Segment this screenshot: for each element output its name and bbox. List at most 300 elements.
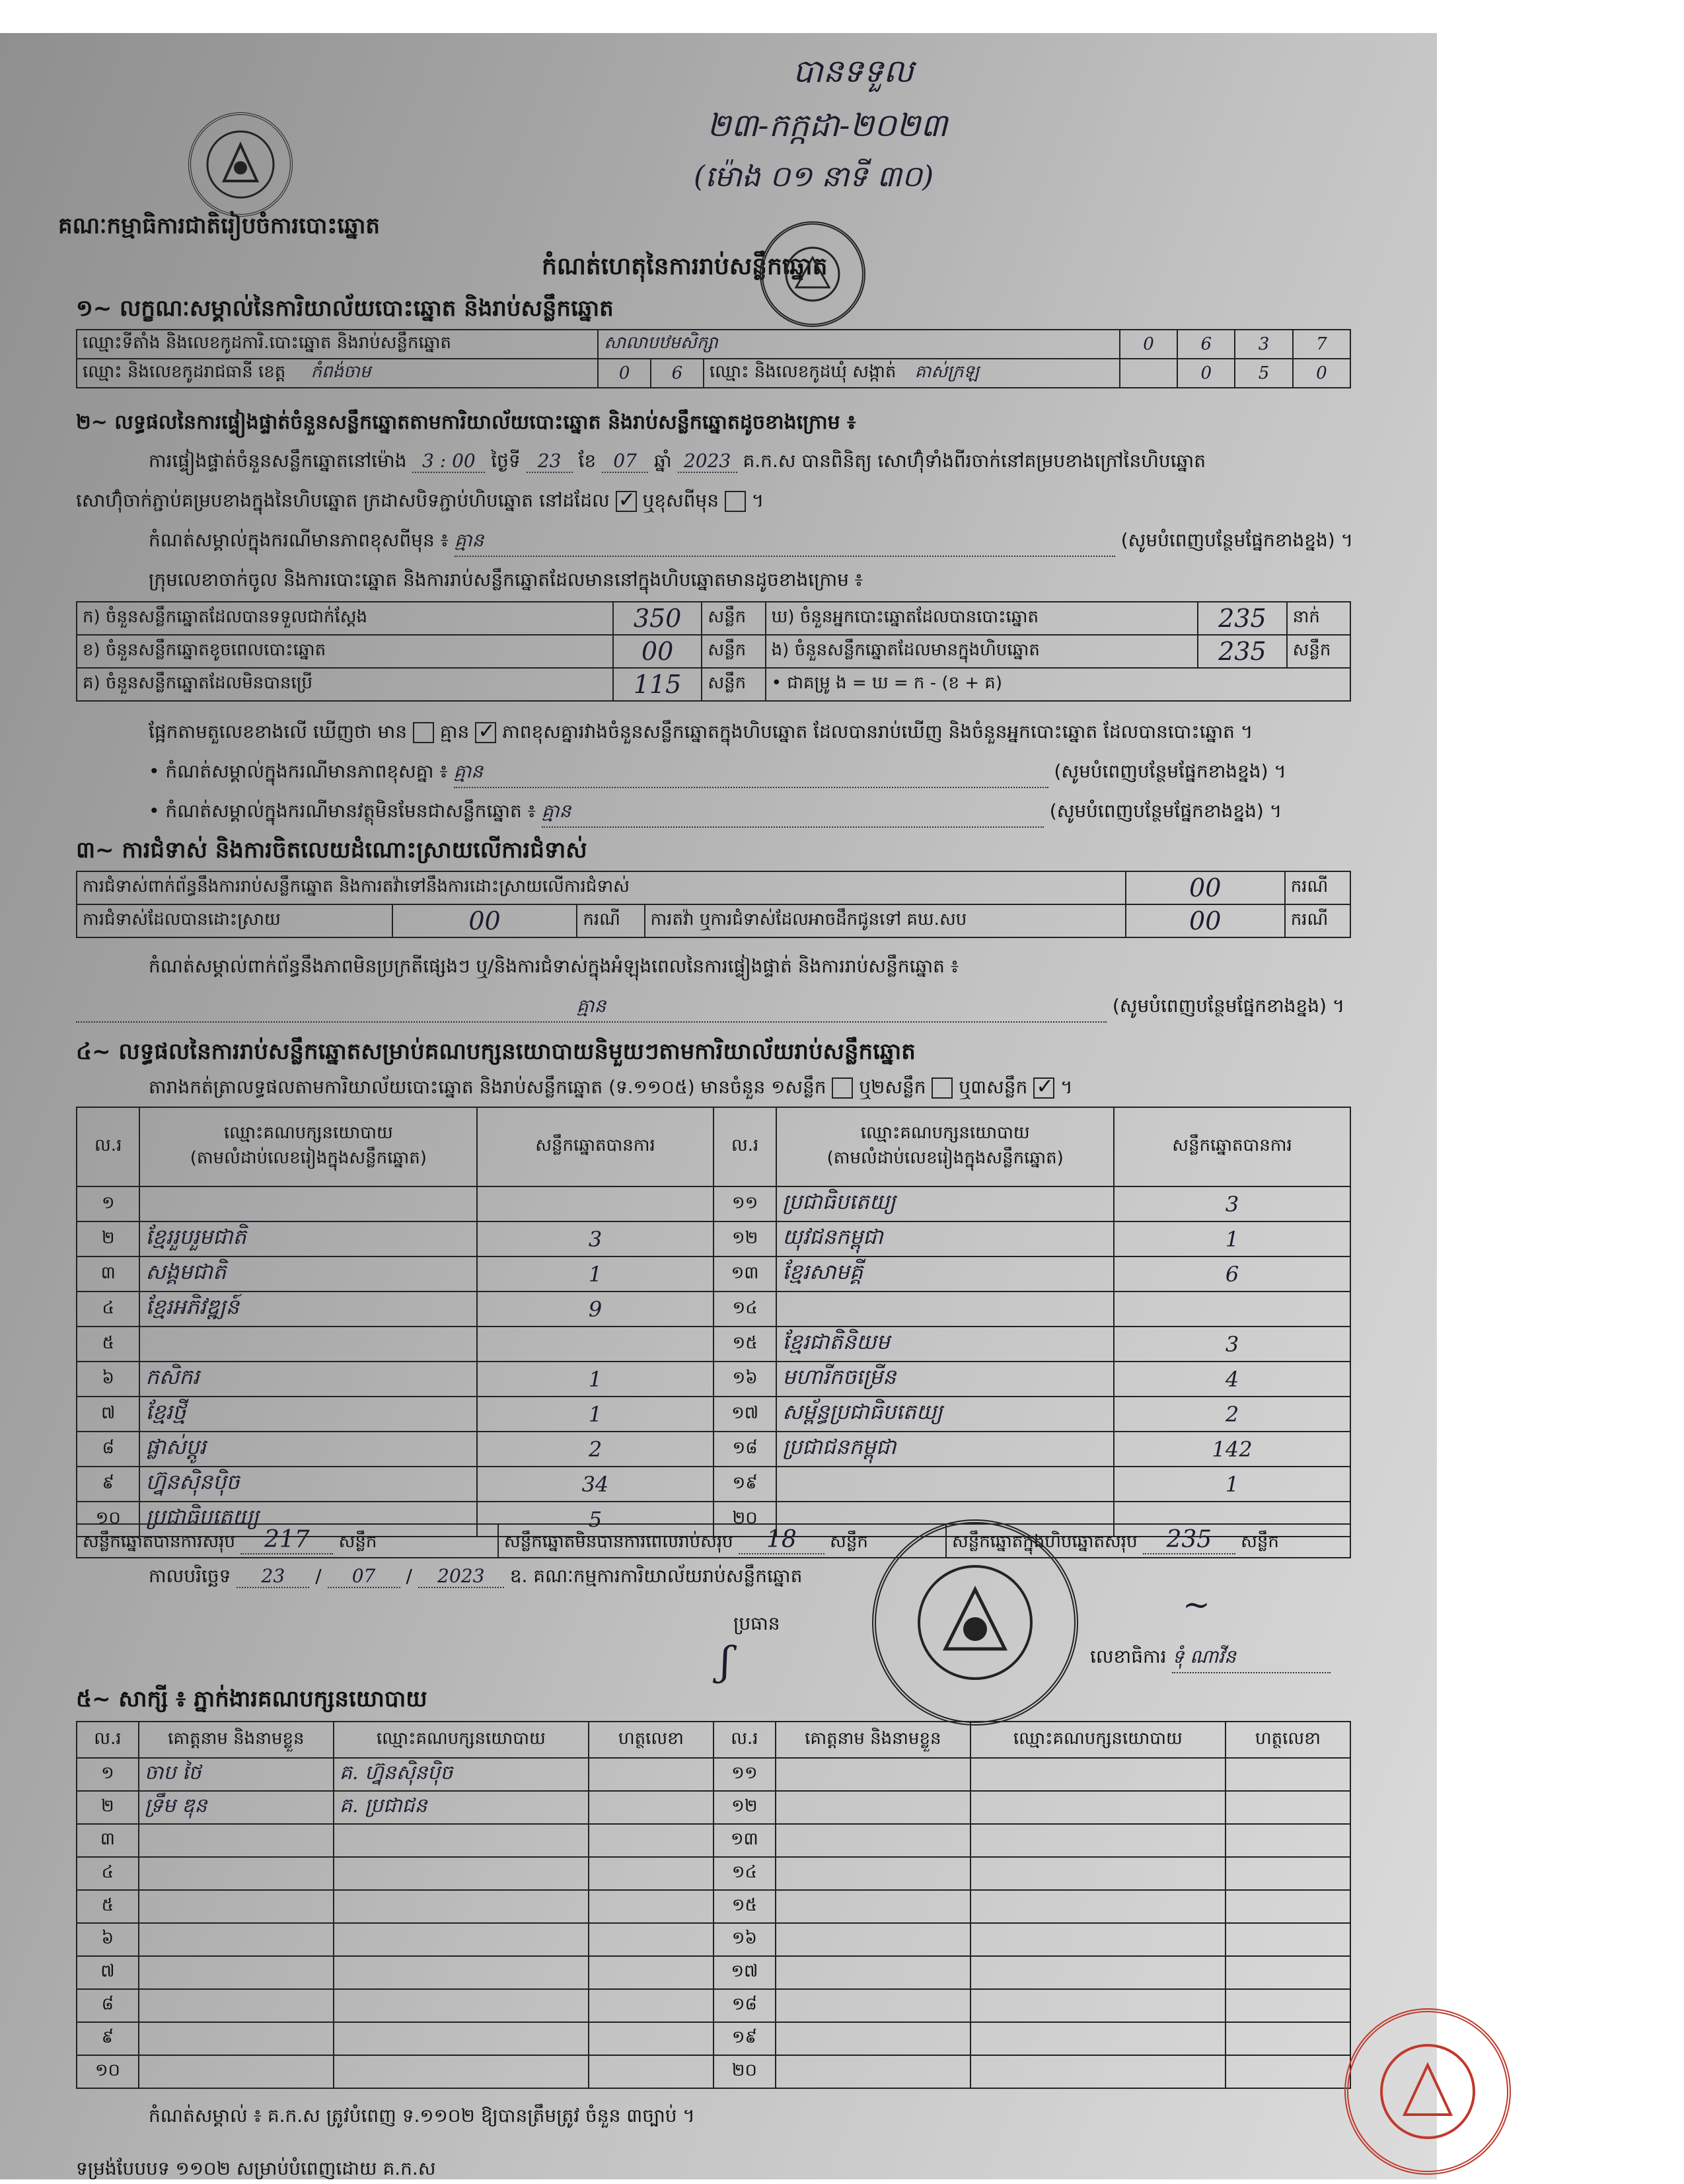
witness-col-name-right: គោត្តនាម និងនាមខ្លួន [776,1722,970,1758]
witness-row-name [776,1824,970,1857]
witness-row-no: ១៧ [714,1956,776,1989]
votes-col-party-left [139,1107,477,1186]
president-label: ប្រធាន [733,1613,780,1634]
received-note-3: (ម៉ោង ០១ នាទី ៣០) [694,160,934,194]
votes-row-no: ១៦ [714,1362,776,1397]
section4-intro: តារាងកត់ត្រាលទ្ធផលតាមការិយាល័យបោះឆ្នោត និងរាប់សន្លឹកឆ្នោត (ទ.១១០៥) មានចំនួន ១សន្លឹក [149,1076,826,1098]
objection-row2-value: 00 [392,904,577,937]
votes-row-count: 3 [1114,1327,1350,1362]
votes-row-no: ១៤ [714,1292,776,1327]
date-label: កាលបរិច្ឆេទ [149,1565,231,1587]
table-row [77,1292,1350,1327]
votes-row-no: ៧ [77,1397,139,1432]
votes-row-no: ១៧ [714,1397,776,1432]
three-sheets-label: ឬ៣សន្លឹក [959,1076,1028,1098]
witness-row-no: ១៨ [714,1989,776,2022]
committee-label: ឧ. គណៈកម្មការការិយាល័យរាប់សន្លឹកឆ្នោត [509,1565,803,1587]
witness-row-sign [1226,1857,1350,1890]
witness-row-no: ១២ [714,1791,776,1824]
witness-row-no: ៥ [77,1890,139,1923]
total-invalid-unit: សន្លឹក [830,1532,868,1552]
witness-row-name [139,1857,334,1890]
table-row [77,2022,1350,2055]
note-diff-suffix: (សូមបំពេញបន្ថែមផ្នែកខាងខ្នង) ។ [1120,529,1354,551]
witness-row-name: ចាប ថៃ [139,1758,334,1791]
witness-row-sign [1226,1989,1350,2022]
row-c-label: គ) ចំនួនសន្លឹកឆ្នោតដែលមិនបានប្រើ [77,668,613,701]
row-b-value: 00 [613,635,702,668]
commune-label: ឈ្មោះ និងលេខកូដឃុំ សង្កាត់ [709,362,897,382]
witness-row-party: គ. ប្រជាជន [334,1791,589,1824]
votes-row-party: ខ្មែរជាតិនិយម [776,1327,1114,1362]
votes-row-no: ៣ [77,1256,139,1292]
votes-row-party [139,1327,477,1362]
station-code-1: 0 [1120,330,1177,359]
witness-row-no: ១៩ [714,2022,776,2055]
votes-row-party: ប្រជាធិបតេយ្យ [776,1186,1114,1221]
witness-row-no: ១៤ [714,1857,776,1890]
witness-row-sign [589,2055,714,2088]
votes-row-count: 6 [1114,1256,1350,1292]
table-row [77,1256,1350,1292]
row-d-unit: នាក់ [1287,602,1350,635]
total-valid-label: សន្លឹកឆ្នោតបានការសរុប [83,1532,236,1552]
witness-row-party [334,1989,589,2022]
table-row [77,1327,1350,1362]
document-title: កំណត់ហេតុនៃការរាប់សន្លឹកឆ្នោត [542,253,828,280]
witness-row-name [139,1890,334,1923]
witness-row-no: ១០ [77,2055,139,2088]
table-row [77,1758,1350,1791]
row-d-label: ឃ) ចំនួនអ្នកបោះឆ្នោតដែលបានបោះឆ្នោត [766,602,1198,635]
table-row [77,1467,1350,1502]
table-row [77,1890,1350,1923]
witness-col-name-left: គោត្តនាម និងនាមខ្លួន [139,1722,334,1758]
scanned-form [0,33,1437,2179]
verify-text-3: សោហ៊ុំចាក់ភ្ជាប់គម្របខាងក្នុងនៃហិបឆ្នោត ក្រដាសបិទភ្ជាប់ហិបឆ្នោត នៅដដែល [76,490,610,511]
president-signature: ʃ [720,1638,731,1685]
votes-row-no: ២០ [714,1502,776,1537]
votes-row-count: 1 [477,1362,714,1397]
votes-row-party: មហារីកចម្រើន [776,1362,1114,1397]
witness-row-party [970,1956,1226,1989]
date-month: 07 [328,1565,400,1588]
witness-row-sign [589,1890,714,1923]
votes-row-no: ៥ [77,1327,139,1362]
witness-row-party [334,1890,589,1923]
witness-row-sign [589,2022,714,2055]
witness-row-no: ៦ [77,1923,139,1956]
table-row [77,2055,1350,2088]
witness-row-party [334,1824,589,1857]
witness-row-party [970,1923,1226,1956]
received-note-2: ២៣-កក្កដា-២០២៣ [707,107,948,144]
witness-row-no: ១១ [714,1758,776,1791]
bullet1-suffix: (សូមបំពេញបន្ថែមផ្នែកខាងខ្នង) ។ [1054,760,1286,782]
stamp-icon [780,241,846,307]
bullet1-line [149,760,1286,788]
province-code-1: 0 [598,359,651,388]
has-diff-checkbox[interactable] [413,722,434,743]
total-valid-unit: សន្លឹក [338,1532,377,1552]
witness-row-sign [1226,1791,1350,1824]
votes-col-party-left-title: ឈ្មោះគណបក្សនយោបាយ [223,1123,393,1143]
votes-row-count: 2 [1114,1397,1350,1432]
votes-row-party: យុវជនកម្ពុជា [776,1221,1114,1256]
witness-row-sign [1226,2055,1350,2088]
witness-row-sign [1226,1923,1350,1956]
total-box-unit: សន្លឹក [1241,1532,1279,1552]
witness-row-name [776,1923,970,1956]
witness-row-name [776,1791,970,1824]
objection-row2b-value: 00 [1126,904,1285,937]
witness-row-name [776,1857,970,1890]
bullet2-value: គ្មាន [542,799,1044,828]
witness-row-sign [589,1758,714,1791]
witness-row-no: ២ [77,1791,139,1824]
commune-code-2: 5 [1235,359,1292,388]
verify-time: 3 : 00 [412,450,485,473]
verify-year: 2023 [678,450,737,473]
votes-col-no-left: ល.រ [77,1107,139,1186]
date-year: 2023 [418,1565,504,1588]
objection-row2-label: ការជំទាស់ដែលបានដោះស្រាយ [77,904,392,937]
row-c-value: 115 [613,668,702,701]
day-label: ថ្ងៃទី [491,450,521,472]
votes-row-no: ៨ [77,1432,139,1467]
row-c-unit: សន្លឹក [702,668,765,701]
witness-row-sign [1226,1824,1350,1857]
witness-col-no-right: ល.រ [714,1722,776,1758]
votes-row-count: 34 [477,1467,714,1502]
witness-row-party [334,1956,589,1989]
section1-title: ១~ លក្ខណៈសម្គាល់នៃការិយាល័យបោះឆ្នោត និងរាប់សន្លឹកឆ្នោត [76,295,614,322]
row-b-unit: សន្លឹក [702,635,765,668]
objection-row1-label: ការជំទាស់ពាក់ព័ន្ធនឹងការរាប់សន្លឹកឆ្នោត និងការតវ៉ាទៅនឹងការដោះស្រាយលើការជំទាស់ [77,871,1126,904]
commune-cell [704,359,1120,388]
votes-row-count: 1 [477,1256,714,1292]
compare-line [149,720,1397,747]
votes-row-no: ១៣ [714,1256,776,1292]
witness-row-no: ៩ [77,2022,139,2055]
verify-line-1 [149,449,1206,476]
total-invalid-value: 18 [739,1526,824,1554]
row-e-label: ង) ចំនួនសន្លឹកឆ្នោតដែលមានក្នុងហិបឆ្នោត [766,635,1198,668]
votes-row-count: 142 [1114,1432,1350,1467]
table-row [77,1923,1350,1956]
province-label-text: ឈ្មោះ និងលេខកូដរាជធានី ខេត្ត [83,362,286,382]
two-sheets-checkbox[interactable] [932,1077,953,1099]
witness-row-sign [589,1989,714,2022]
witness-row-no: ៧ [77,1956,139,1989]
witness-row-party [970,2055,1226,2088]
compare-text: ផ្អែកតាមតួលេខខាងលើ ឃើញថា មាន [149,721,408,743]
red-seal-icon [1375,2039,1481,2144]
party-votes-table [76,1107,1351,1537]
witness-row-no: ១៦ [714,1923,776,1956]
two-sheets-label: ឬ២សន្លឹក [859,1076,926,1098]
station-code-2: 6 [1177,330,1235,359]
no-diff-checkbox[interactable] [475,722,496,743]
red-seal-stamp [1344,2008,1511,2175]
table-row [77,1186,1350,1221]
province-label [77,359,598,388]
total-valid-value: 217 [240,1526,333,1554]
votes-row-no: ១៥ [714,1327,776,1362]
votes-row-count: 3 [1114,1186,1350,1221]
votes-row-count [1114,1292,1350,1327]
verify-line-2: សោហ៊ុំចាក់ភ្ជាប់គម្របខាងក្នុងនៃហិបឆ្នោត ក្រដាសបិទភ្ជាប់ហិបឆ្នោត នៅដដែល ✓ ឬខុសពីមុន ។ [76,489,764,516]
date-day: 23 [237,1565,309,1588]
form-code: ទម្រង់បែបបទ ១១០២ សម្រាប់បំពេញដោយ គ.ក.ស [76,2158,436,2179]
votes-row-party: ខ្មែររួបរួមជាតិ [139,1221,477,1256]
votes-col-votes-left: សន្លឹកឆ្នោតបានការ [477,1107,714,1186]
votes-row-party: ខ្មែរថ្មី [139,1397,477,1432]
total-invalid-label: សន្លឹកឆ្នោតមិនបានការពេលរាប់សរុប [504,1532,733,1552]
objection-row2b-label: ការតវ៉ា ឬការជំទាស់ដែលអាចដឹកជូនទៅ គឃ.សប [645,904,1126,937]
witness-col-party-left: ឈ្មោះគណបក្សនយោបាយ [334,1722,589,1758]
one-sheet-checkbox[interactable] [832,1077,853,1099]
same-checkbox[interactable] [616,491,637,512]
witness-row-name [139,1956,334,1989]
commune-code-3: 0 [1293,359,1350,388]
witness-row-name [776,2022,970,2055]
witness-row-party [970,1890,1226,1923]
votes-col-no-right: ល.រ [714,1107,776,1186]
votes-row-party: ហ្វ៊ុនស៊ិនប៉ិច [139,1467,477,1502]
votes-col-party-left-sub: (តាមលំដាប់លេខរៀងក្នុងសន្លឹកឆ្នោត) [190,1148,427,1168]
witness-row-name [139,1824,334,1857]
objection-table [76,871,1351,938]
witness-col-party-right: ឈ្មោះគណបក្សនយោបាយ [970,1722,1226,1758]
totals-table [76,1523,1351,1558]
secretary-label: លេខាធិការ [1090,1646,1167,1667]
votes-col-party-right [776,1107,1114,1186]
votes-row-count: 1 [1114,1467,1350,1502]
section3-title: ៣~ ការជំទាស់ និងការចិតលេយដំណោះស្រាយលើការជំទាស់ [76,837,587,863]
witness-row-party: គ. ហ្វ៊ុនស៊ិនប៉ិច [334,1758,589,1791]
stamp-seal-top [760,221,865,327]
witness-row-party [970,1758,1226,1791]
table-row [77,1362,1350,1397]
votes-row-no: ១១ [714,1186,776,1221]
ballot-count-table [76,601,1351,702]
section4-title: ៤~ លទ្ធផលនៃការរាប់សន្លឹកឆ្នោតសម្រាប់គណបក្សនយោបាយនិមួយៗតាមការិយាល័យរាប់សន្លឹកឆ្នោត [76,1038,916,1065]
witness-row-name [139,1989,334,2022]
witness-col-sign-right: ហត្ថលេខា [1226,1722,1350,1758]
witness-row-no: ៣ [77,1824,139,1857]
formula-text: • ជាគម្រូ ង = ឃ = ក - (ខ + គ) [766,668,1350,701]
votes-row-count [477,1186,714,1221]
footnote: កំណត់សម្គាល់ ៖ គ.ក.ស ត្រូវបំពេញ ទ.១១០២ ឱ្យបានត្រឹមត្រូវ ចំនួន ៣ច្បាប់ ។ [149,2105,695,2127]
table-row [77,1857,1350,1890]
votes-row-count: 4 [1114,1362,1350,1397]
row-e-value: 235 [1198,635,1286,668]
witness-row-sign [589,1791,714,1824]
votes-row-party [776,1292,1114,1327]
votes-row-party [776,1467,1114,1502]
stamp-emblem-icon [909,1556,1041,1689]
table-row [77,1824,1350,1857]
none-label: គ្មាន [439,721,470,743]
objection-note-line [76,994,1344,1023]
table-row [77,1791,1350,1824]
received-note-1: បានទទួល [793,53,914,90]
votes-row-no: ១៨ [714,1432,776,1467]
objection-note-value: គ្មាន [76,994,1107,1023]
station-label: ឈ្មោះទីតាំង និងលេខកូដការិ.បោះឆ្នោត និងរាប់សន្លឹកឆ្នោត [77,330,598,359]
province-code-2: 6 [651,359,704,388]
year-label: ឆ្នាំ [654,450,672,472]
section2-title: ២~ លទ្ធផលនៃការផ្ទៀងផ្ទាត់ចំនួនសន្លឹកឆ្នោតតាមការិយាល័យបោះឆ្នោត និងរាប់សន្លឹកឆ្នោតដូចខាងក្រោម ៖ [76,411,856,434]
witness-row-name [776,2055,970,2088]
bullet2-line [149,799,1282,828]
table-row [77,1432,1350,1467]
secretary-line [1090,1645,1331,1673]
date-line: កាលបរិច្ឆេទ 23 / 07 / 2023 ឧ. គណៈកម្មការការិយាល័យរាប់សន្លឹកឆ្នោត [149,1565,803,1587]
total-box-label: សន្លឹកឆ្នោតក្នុងហិបឆ្នោតសរុប [952,1532,1138,1552]
votes-row-count: 1 [1114,1221,1350,1256]
witness-col-no-left: ល.រ [77,1722,139,1758]
total-invalid-cell [498,1524,946,1558]
same-label: ឬខុសពីមុន [642,490,719,511]
votes-row-count: 2 [477,1432,714,1467]
votes-row-no: ២ [77,1221,139,1256]
row-a-unit: សន្លឹក [702,602,765,635]
bullet1-value: គ្មាន [454,760,1048,788]
witness-row-party [334,1857,589,1890]
votes-row-no: ៤ [77,1292,139,1327]
votes-row-party: ខ្មែរសាមគ្គី [776,1256,1114,1292]
votes-row-party: សង្គមជាតិ [139,1256,477,1292]
note-diff-line [149,528,1353,557]
section1-table [76,329,1351,388]
witness-row-party [334,2022,589,2055]
verify-day: 23 [527,450,573,473]
objection-row2b-unit: ករណី [1285,904,1350,937]
witness-row-sign [589,1956,714,1989]
votes-row-count: 5 [477,1502,714,1537]
row-a-value: 350 [613,602,702,635]
witness-row-name [139,2022,334,2055]
stamp-seal-middle [872,1519,1078,1726]
compare-text-2: ភាពខុសគ្នារវាងចំនួនសន្លឹកឆ្នោតក្នុងហិបឆ្នោត ដែលបានរាប់ឃើញ និងចំនួនអ្នកបោះឆ្នោត ដែលបានបោះឆ្នោត ។ [502,721,1253,743]
objection-row1-unit: ករណី [1285,871,1350,904]
three-sheets-checkbox[interactable] [1033,1077,1054,1099]
verify-text-2: គ.ក.ស បានពិនិត្យ សោហ៊ុំទាំងពីរចាក់នៅគម្របខាងក្រៅនៃហិបឆ្នោត [743,450,1206,472]
station-value: សាលាបឋមសិក្សា [598,330,1120,359]
votes-row-no: ៩ [77,1467,139,1502]
votes-row-no: ១០ [77,1502,139,1537]
objection-row1-value: 00 [1126,871,1285,904]
witness-row-no: ១៥ [714,1890,776,1923]
witness-row-party [334,2055,589,2088]
province-value: កំពង់ចាម [311,362,371,382]
secretary-signature: ~ [1183,1585,1210,1624]
witness-row-sign [589,1857,714,1890]
votes-row-party: ខ្មែរអភិវឌ្ឍន៍ [139,1292,477,1327]
witness-row-sign [589,1923,714,1956]
objection-note-label: កំណត់សម្គាល់ពាក់ព័ន្ធនឹងភាពមិនប្រក្រតីផ្សេងៗ ឬ/និងការជំទាស់ក្នុងអំឡុងពេលនៃការផ្ទៀងផ្ទាត់ និងការរាប់សន្លឹកឆ្នោត ៖ [149,955,959,977]
witness-row-party [970,1824,1226,1857]
witness-row-name [776,1989,970,2022]
witness-row-name [776,1890,970,1923]
witness-row-sign [589,1824,714,1857]
total-box-value: 235 [1143,1526,1235,1554]
total-valid-cell [77,1524,498,1558]
votes-col-party-right-title: ឈ្មោះគណបក្សនយោបាយ [860,1123,1030,1143]
witness-row-name [139,1923,334,1956]
commune-code-spacer [1120,359,1177,388]
witness-row-party [970,1791,1226,1824]
votes-row-no: ១ [77,1186,139,1221]
witness-row-name [776,1758,970,1791]
witness-row-no: ១៣ [714,1824,776,1857]
table-intro: ក្រុមលេខាចាក់ចូល និងការបោះឆ្នោត និងការរាប់សន្លឹកឆ្នោតដែលមាននៅក្នុងហិបឆ្នោតមានដូចខាងក្រោម ៖ [149,569,863,591]
section4-intro-line: តារាងកត់ត្រាលទ្ធផលតាមការិយាល័យបោះឆ្នោត និងរាប់សន្លឹកឆ្នោត (ទ.១១០៥) មានចំនួន ១សន្លឹក ឬ២សន្លឹក ឬ៣សន្លឹក ✓ ។ [149,1075,1073,1103]
witness-row-party [970,2022,1226,2055]
votes-row-no: ១២ [714,1221,776,1256]
votes-row-count: 1 [477,1397,714,1432]
votes-row-party: ផ្លាស់ប្តូរ [139,1432,477,1467]
month-label: ខែ [578,450,597,472]
table-row [77,1221,1350,1256]
votes-row-party: ប្រជាធិបតេយ្យ [139,1502,477,1537]
table-row [77,1397,1350,1432]
votes-row-party: ប្រជាជនកម្ពុជា [776,1432,1114,1467]
witness-row-no: ៨ [77,1989,139,2022]
witness-row-party [970,1989,1226,2022]
bullet2-label: • កំណត់សម្គាល់ក្នុងករណីមានវត្ថុមិនមែនជាសន្លឹកឆ្នោត ៖ [149,800,536,822]
objection-note-suffix: (សូមបំពេញបន្ថែមផ្នែកខាងខ្នង) ។ [1112,995,1345,1017]
witness-row-sign [1226,1758,1350,1791]
witness-table [76,1721,1351,2089]
votes-row-count: 9 [477,1292,714,1327]
row-a-label: ក) ចំនួនសន្លឹកឆ្នោតដែលបានទទួលជាក់ស្តែង [77,602,613,635]
witness-row-name [139,2055,334,2088]
witness-row-sign [1226,1890,1350,1923]
bullet1-label: • កំណត់សម្គាល់ក្នុងករណីមានភាពខុសគ្នា ៖ [149,760,448,782]
witness-row-no: ២០ [714,2055,776,2088]
verify-month: 07 [602,450,648,473]
station-code-3: 3 [1235,330,1292,359]
witness-row-sign [1226,2022,1350,2055]
votes-row-no: ៦ [77,1362,139,1397]
votes-row-party: សម្ព័ន្ធប្រជាធិបតេយ្យ [776,1397,1114,1432]
witness-row-name [776,1956,970,1989]
witness-row-name: ទ្រឹម ឌុន [139,1791,334,1824]
note-diff-label: កំណត់សម្គាល់ក្នុងករណីមានភាពខុសពីមុន ៖ [149,529,449,551]
different-checkbox[interactable] [725,491,746,512]
witness-row-no: ៤ [77,1857,139,1890]
row-e-unit: សន្លឹក [1287,635,1350,668]
votes-col-party-right-sub: (តាមលំដាប់លេខរៀងក្នុងសន្លឹកឆ្នោត) [826,1148,1064,1168]
witness-row-party [334,1923,589,1956]
votes-row-party [139,1186,477,1221]
table-row [77,1989,1350,2022]
row-b-label: ខ) ចំនួនសន្លឹកឆ្នោតខូចពេលបោះឆ្នោត [77,635,613,668]
votes-row-count: 3 [477,1221,714,1256]
witness-row-no: ១ [77,1758,139,1791]
witness-col-sign-left: ហត្ថលេខា [589,1722,714,1758]
commune-value: គាស់ក្រឡ [914,362,979,382]
witness-row-sign [1226,1956,1350,1989]
votes-row-no: ១៩ [714,1467,776,1502]
votes-row-party: កសិករ [139,1362,477,1397]
committee-name: គណៈកម្មាធិការជាតិរៀបចំការបោះឆ្នោត [58,213,381,239]
national-emblem-seal [188,112,293,217]
station-code-4: 7 [1293,330,1350,359]
